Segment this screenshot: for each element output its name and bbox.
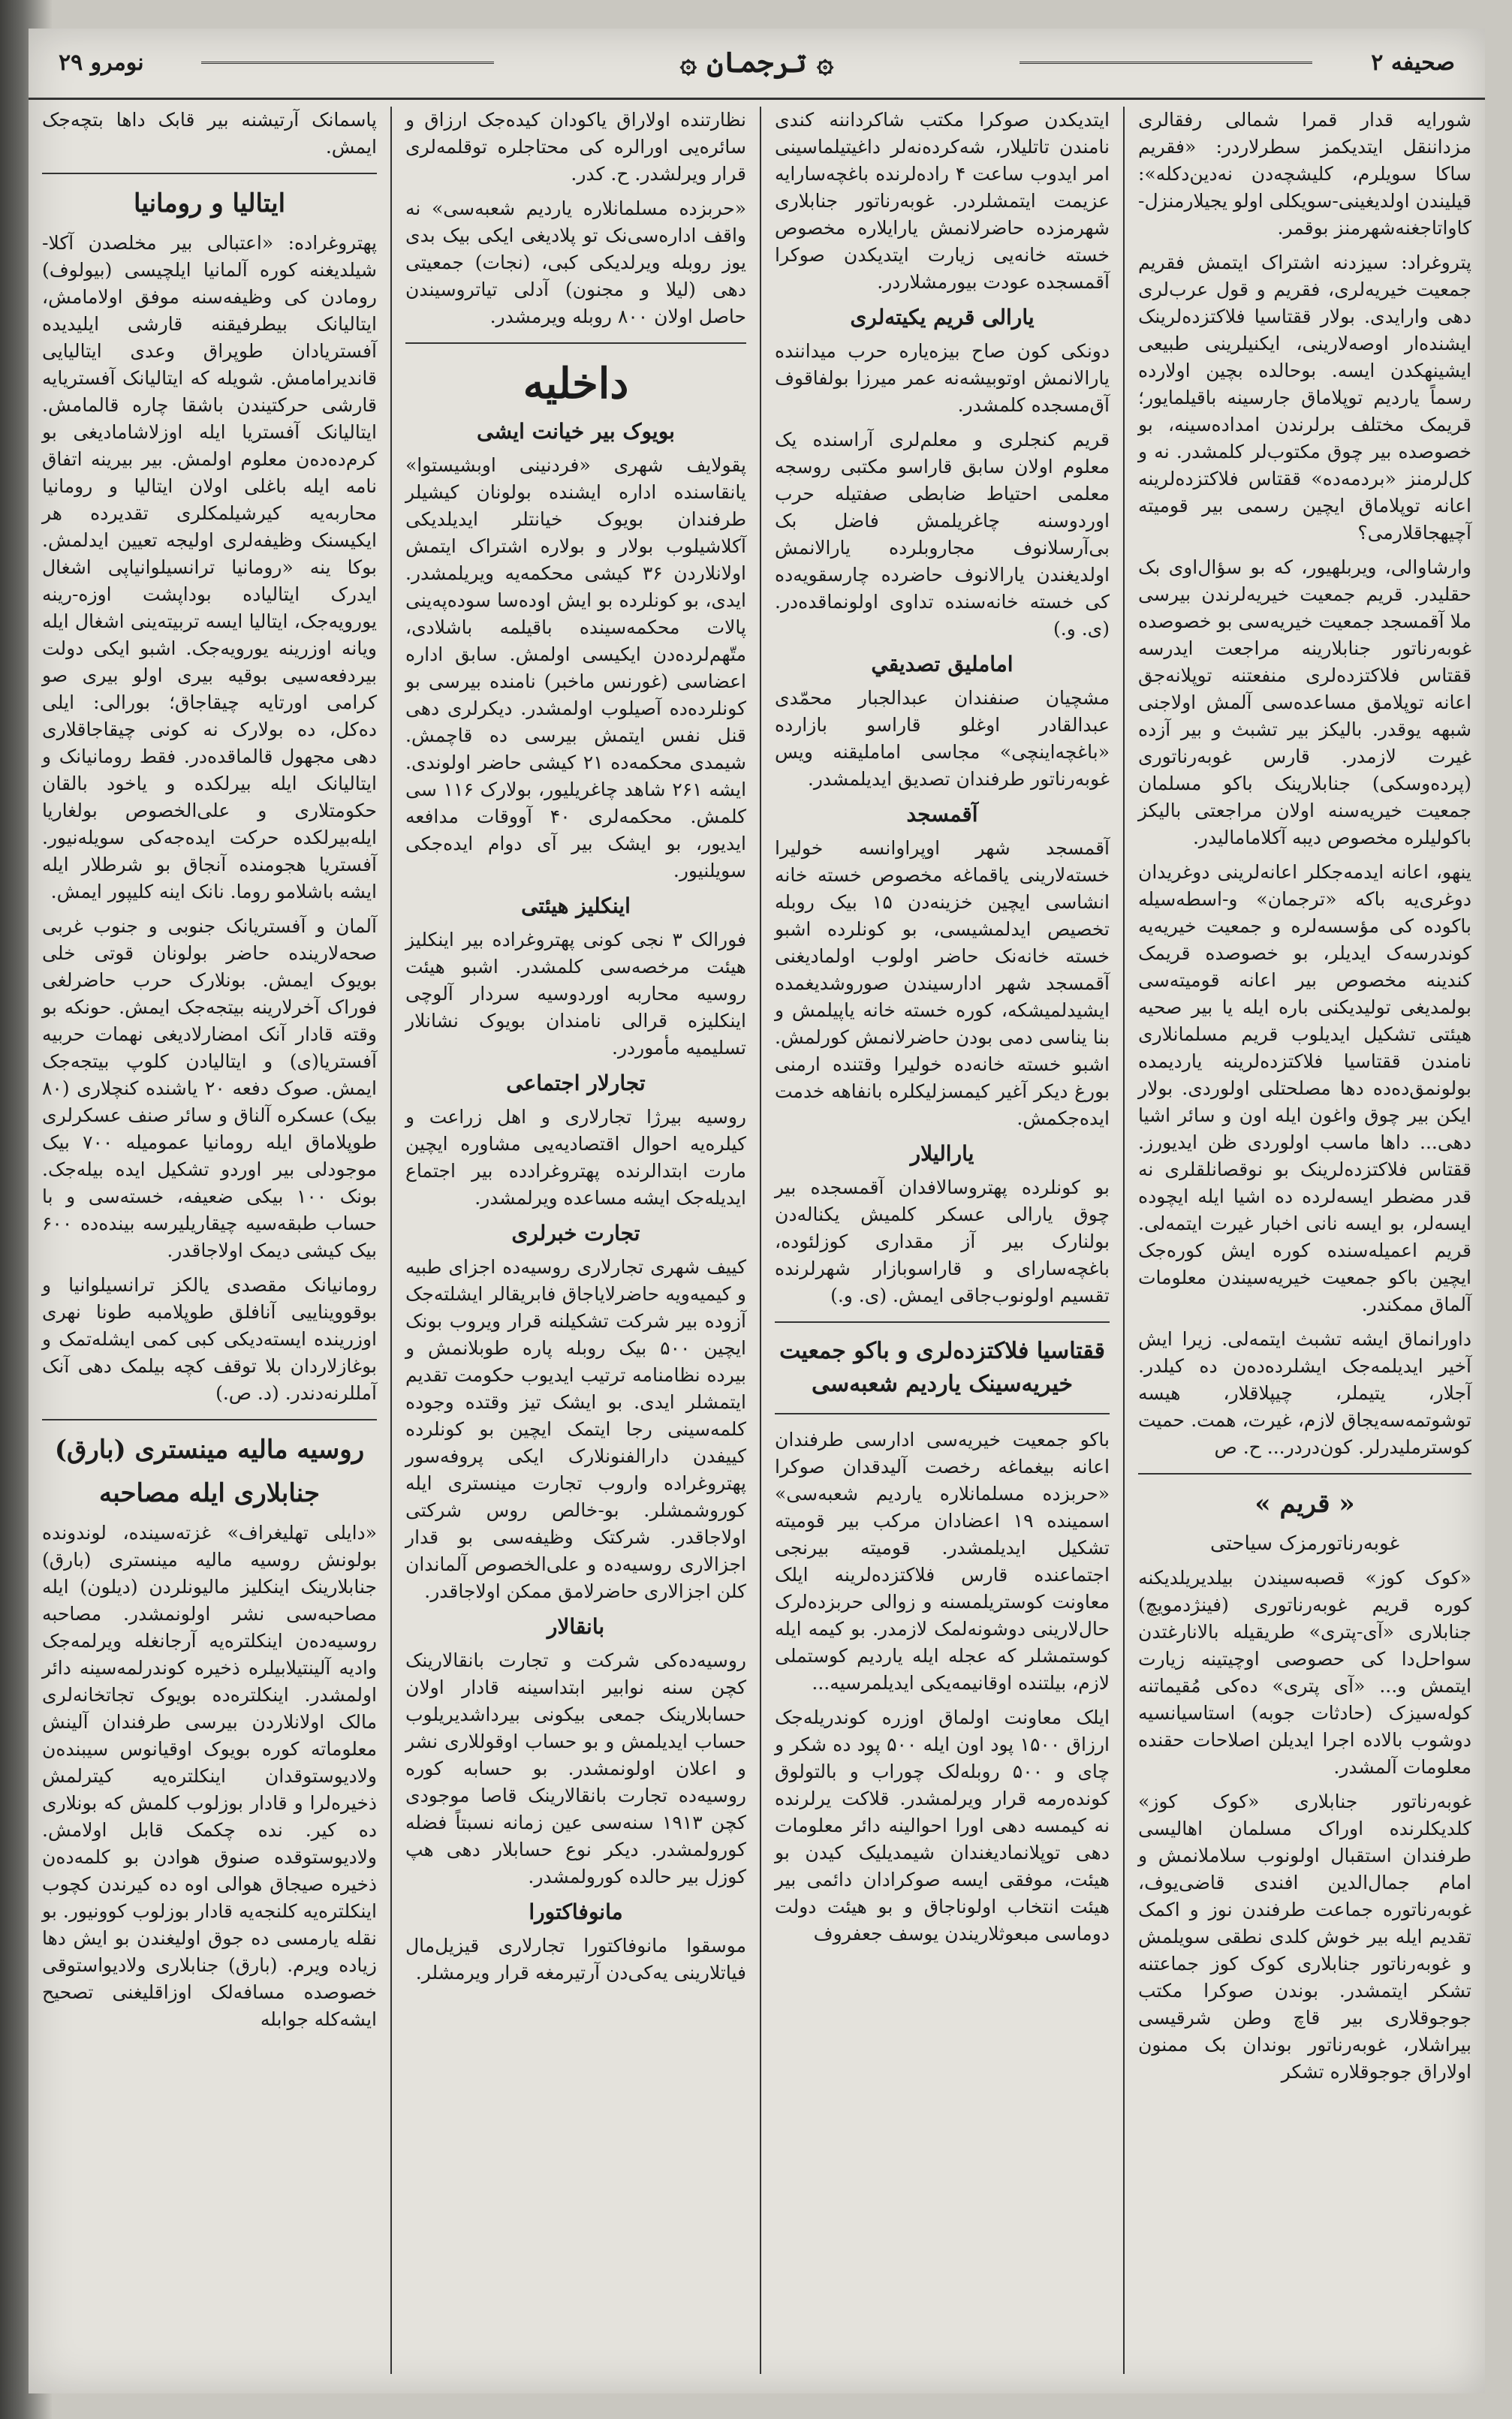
article-subheading: غوبه‌رناتورمزک سیاحتی [1209,1532,1400,1555]
article-paragraph: پتروغراد: سیزدنه اشتراک ایتمش فقریم جمعیت خیریه‌لری، فقریم و قول عرب‌لری دهی وارایدی. بولار ققتاسیا فلاکتزده‌لرینک ایشنده‌ار اوصه‌لارینی، ایکنیلرینی طبیعی ایشینهکدن ایسه. بوحالده بچین اولارده رسماً یاردیم توپلاماق جارسینه باقیلمایور؛ قریمک مختلف برلرندن امداده‌سینه، بو خصوصده بیر چوق مکتوب‌لر کلمشدر. نه و کل‌لرمنز «بردمه‌ده» ققتاس فلاکتزده‌لرینه اعانه توپلاماق ایچین رسمی بیر قومیته آچیهجاقلارمی؟ [1138,252,1471,544]
article-paragraph: «حربزده مسلمانلاره یاردیم شعبه‌سی» نه واقف اداره‌سی‌نک تو پلادیغی ایکی بیک بدی یوز روبله ویرلدیکی کبی، (نجات) جمعیتی دهی (لیلا و مجنون) آدلی تیاتروسیندن حاصل اولان ۸۰۰ روبله ویرمشدر. [405,197,746,327]
column-3 [392,107,760,2374]
column-4 [29,107,390,2374]
section-heading: « قریم » [1254,1489,1355,1519]
article-heading: مانوفاکتورا [529,1899,623,1924]
article-heading: یارالی قریم یکیته‌لری [850,305,1035,330]
page-number-label: صحیفه ۲ [1371,50,1455,76]
wide-article-heading: ققتاسیا فلاکتزده‌لری و باکو جمعیت خیریه‌سینک یاردیم شعبه‌سی [779,1338,1105,1397]
article-heading: ایتالیا و رومانیا [133,188,286,218]
article-paragraph: شورایه قدار قمرا شمالی رفقالری مزداننقل ایتدیکمز سطرلاردر: «فقریم ساکا سویلرم، کلیشچه‌دن نه‌دین‌دکله»: قیلیندن اولدیغینی-سویکلی اولو یجیلارمنزل-کاواتاجغنه‌شهرمنز بوقمر. [1138,109,1471,239]
article-heading: یارالیلار [910,1141,974,1166]
section-divider [42,1419,377,1420]
section-divider [775,1321,1110,1323]
article-heading: بانقالار [547,1614,605,1639]
section-divider [1138,1473,1471,1475]
article-paragraph: روسیه بیرژا تجارلاری و اهل زراعت و کیلره‌یه احوال اقتصادیه‌یی مشاوره ایچین مارت ابتدالرنده پهتروغراد‌ده بیر اجتماع ایدیله‌جک ایشه مساعده ویرلمشدر. [405,1106,746,1209]
article-paragraph: پاسمانک آرتیشنه بیر قابک داها بتچه‌جک ایمش. [42,109,377,158]
page-header [29,29,1485,100]
article-paragraph: ایتدیکدن صوکرا مکتب شاکرداننه کندی نامندن تاتلیلار، شه‌کرده‌نه‌لر داغیتیلماسینی امر ایدوب ساعت ۴ راده‌لرنده باغچه‌سارایه عزیمت ایتمشلردر. غوبه‌رناتور جنابلاری شهرمزده حاضرلانمش یارایلاره مخصوص خسته خانه‌یی زیارت ایتدیکدن صوکرا آقمسجده عودت بیورمشلاردر. [775,109,1110,293]
article-paragraph: ایلک معاونت اولماق اوزره کوندریله‌جک ارزاق ۱۵۰۰ پود اون ایله ۵۰۰ پود ده شکر و چای و ۵۰۰ روبله‌لک چوراب و بالتولوق کوند‌ه‌رمه قرار ویرلمشدر. قلاکت یرلرنده نه کیمسه دهی اورا احوالینه دائر معلومات دهی توپلانمادیغندان شیمدیلیک کیدن بو هیئت، موفقی ایسه صوکرادان دائمی بیر هیئت انتخاب اولوناجاق و بو هیئت دولت دوماسی مبعوثلاریندن یوسف جعفروف [775,1707,1110,1945]
article-paragraph: پقولایف شهری «فردنینی اوبشیستوا» یانقاسنده اداره ایشنده بولونان کیشیلر طرفندان بویوک خیانتلر ایدیلدیکی آکلاشیلوب بولار و بولاره اشتراک ایتمش اولانلاردن ۳۶ کیشی محکمه‌یه ویریلمشدر. ایدی، بو کونلرده بو ایش اوده‌سا سوده‌په‌ینی پالات محکمه‌سینده باقیلمه باشلادی، متّهم‌لرده‌دن ایکیسی اولمش. سابق اداره اعضاسی (غورنس ماخبر) نامنده بیرسی بو کونلرده‌ده آصیلوب اولمشدر. دیکرلری دهی قنل نفس ایتمش بیرسی ده قاچمش. شیمدی محکمه‌ده ۲۱ کیشی حاضر اولوندی. ایشه ۲۶۱ شاهد چاغریلیور، بولارک ۱۱۶ سی کلمش. محکمه‌لری ۴۰ آووقات مدافعه ایدیور، بو ایشک بیر آی دوام ایده‌جکی سویلنیور. [405,454,747,881]
article-paragraph: «دایلی تهلیغراف» غزته‌سینده، لوندونده بولونش روسیه مالیه مینستری (بارق) جنابلارینک اینکلیز مالیونلردن (دیلون) ایله مصاحبه‌سی نشر اولونمشدر. مصاحبه روسیه‌ده‌ن اینکلتره‌یه آرجانغله ویرلمه‌جک وادیه آلینتیلابیلره ذخیره کوندرلمه‌سینه دائر اولمشدر. اینکلتره‌ده بویوک تجاتخانه‌لری مالک اولانلاردن بیرسی طرفندان آلینش معلوماته کوره بویوک اوقیانوس سیبنده‌ن ولادیوستوقدان اینکلتره‌یه کیترلمش ذخیره‌لرا و قادار بوزلوب کلمش که بونلاری ده کیر. نده چکمک قابل اولامش. ولادیوستوقده صنوق هوادن بو کلمه‌ده‌ن ذخیره صیجاق هوالی اوه ده کیرندن کچوب اینکلتره‌یه کلنجه‌یه قادار بوزلوب کوونیور. بو نقله یارمسی ده جوق اولیغندن بو ایش دها زیاده ویرم. (بارق) جنابلاری ولادیواستوقی خصوصده مسافه‌لک اوزاقلیغنی تصحیح ایشه‌کله جوابله [42,1522,377,2030]
article-paragraph: آلمان و آفستریانک جنوبی و جنوب غربی صحه‌لارینده حاضر بولونان قوتی خلی بویوک ایمش. بونلارک حرب حاضرلغی فوراک آخرلارینه بیتجه‌جک ایمش. حونکه بو وقته قادار آنک امضارلادیغی نهمات حربیه آفستریا(ی) و ایتالیادن کلوپ بیتجه‌جک ایمش. صوک دفعه ۲۰ یاشنده کنچلاری (۸۰ بیک) عسکره آلناق و سائر صنف عسکرلری طوپلاماق ایله رومانیا عمومیله ۷۰۰ بیک موجودلی بیر اوردو تشکیل ایده بیله‌جک. بونک ۱۰۰ بیکی ضعیفه، خسته‌سی و با حساب طبقه‌سیه چیقاریلیرسه بینده‌ده ۶۰۰ بیک کیشی دیمک اولاجاقدر. [42,915,377,1261]
masthead-title: ۞ ترجمان ۞ [679,45,834,79]
article-paragraph: نظارتنده اولاراق یاکودان کیده‌جک ارزاق و سائره‌یی اورالره کی محتاجلره توقلمه‌لری قرار ویرلشدر. ح. کدر. [405,109,746,185]
section-divider [42,173,377,174]
article-paragraph: دونکی کون صاح بیزه‌یاره حرب میداننده یارالانمش اوتوبیشه‌نه عمر میرزا بولفاقوف آق‌مسجده کلمشدر. [775,340,1110,416]
newspaper-page [29,29,1485,2393]
column-2 [761,107,1123,2374]
article-paragraph: داورانماق ایشه تشبث ایتمه‌لی. زیرا ایش آخیر ایدیلمه‌جک ایشلرده‌ده‌ن ده کیلدر. آجلار، یتیملر، چیپلاقلار، هیسه توشوتمه‌سه‌یجاق لازم، غیرت، همت. حمیت کوسترملیدرلر. کون‌دردر... ح. ص [1138,1328,1471,1458]
article-paragraph: رومانیانک مقصدی یالکز ترانسیلوانیا و بوقوویناییی آنافلق طوپلامبه طونا نهری اوزرینده ایسته‌دیکی کبی کمی ایشله‌تمک و بوغازلاردان بلا توقف کچه بیلمک دهی آنک آمللرنه‌دندر. (د. ص.) [42,1274,377,1404]
article-heading: روسیه مالیه مینستری (بارق) [54,1435,365,1465]
column-1 [1125,107,1485,2374]
article-heading: تجارت خبرلری [511,1221,640,1246]
article-paragraph: مشچيان صنفندان عبدالجبار محمّدی عبدالقادر اوغلو قاراسو بازارده «باغچه‌اینچی» مجاسی امامليقنه ويس غوبه‌رناتور طرفندان تصديق ايديلمشدر. [775,687,1110,790]
article-paragraph: باکو جمعیت خیریه‌سی ادارسی طرفندان اعانه بیغماغه رخصت آلیدقدان صوکرا «حربزده مسلمانلاره یاردیم شعبه‌سی» اسمینده ۱۹ اعضادان مرکب بیر قومیته تشکیل ایدیلمشدر. قومیته بیرنجی اجتماعنده قارس فلاکتزده‌لرینه ایلک معاونت کوستریلمسنه و زوالی حربزده‌لرک حال‌لارینی دوشونه‌لمک لازمدر. بو کیمه ایله کوستمشلر که عجله ایله یاردیم کوستملی لازم، بیلتنده اوقانیمه‌یکی ایدیلمرسیه... [775,1429,1110,1694]
article-paragraph: آقمسجد شهر اوپراوانسه خولیرا خسته‌لارینی یاقماغه مخصوص خسته خانه انشاسی ایچین خزینه‌دن ۱۵ بیک روبله تخصیص ایدلمشیسی، بو کونلرده اشبو خسته خانه‌نک حاضر اولوب اولمادیغنی آقمسجد شهر ادارسیندن صوروشدیغمده ایشیدلمیشکه، کوره خسته خانه یاپیلمش و بنا یناسی دمی بودن حاضرلانمش کورلمش. اشبو خسته خانه‌ده خولیرا وقتنده ارمنی بورغ ديکر آغیر کیمسزلیکلره بانفاهه خدمت ایده‌جکمش. [775,837,1110,1129]
article-paragraph: فورالک ۳ نجی کونی پهتروغراده بیر اینکلیز هیئت مرخصه‌سی کلمشدر. اشبو هیئت روسیه محاربه اوردوسیه سردار آلوچی اینکلیزه قرالی نامندان بویوک نشانلار تسلیمیه مأموردر. [405,929,746,1059]
section-divider [775,1413,1110,1414]
article-heading: تجارلار اجتماعی [506,1071,646,1095]
header-rule-left [201,62,494,64]
article-heading: امامليق تصديقي [871,652,1014,676]
article-paragraph: کییف شهری تجارلاری روسیه‌ده اجزای طبیه و کیمیه‌ویه حاضرلایاجاق فابریقالر ایشلته‌جک آزوده بیر شرکت تشکیلنه قرار ویروب بونک ایچین ۵۰۰ بیک روبله پاره طوبلانمش و بیرده نظامنامه ترتیب ایدیوب حکومت تقدیم ایتمشلر ایدی. بو ایشک تیز وقتده وجوده کلمه‌سینی رجا ایتمک ایچین بو کونلرده کییفدن دارالفنونلارک ایکی پروفه‌سور پهتروغراده واروب تجارت مینستری ایله کوروشمشلر. بو-خالص روس شرکتی اولاجاقدر. شرکتک وظیفه‌سی بو قدار اجزالاری روسیه‌ده و علی‌الخصوص آلماندان کلن اجزالاری حاضرلامق ممکن اولاجاقدر. [405,1256,746,1602]
article-paragraph: قریم کنجلری و معلم‌لری آراسنده یک معلوم اولان سابق قاراسو مکتبی روسجه معلمی احتیاط ضابطی صفتیله حرب اوردوسنه چاغریلمش فاضل بک بی‌آرسلانوف مجاروبلرده یارالانمش اولدیغندن یارالانوف حاضرده چارسقویه‌ده کی خسته خانه‌سنده تداوی اولونماقده‌در. (ی. و.) [775,429,1110,640]
article-paragraph: «کوک کوز» قصبه‌سیندن بیلدیریلدیکنه کوره قریم غوبه‌رناتوری (فینژدمویچ) جنابلاری «آی-پتری» طریقیله بالانارغتدن سواحل‌دا کی حصوصی اوچیتینه زیارت ایتمش و... «آی پتری» ده‌کی مُقیماتنه کوله‌سیزک (حادثات جوبه) استاسیانسیه دوشوب بالاده اجرا ایدیلن اصلاحات حقنده معلومات آلمشدر. [1138,1567,1471,1778]
section-title: داخلیه [523,359,629,408]
article-paragraph: موسقوا مانوفاکتورا تجارلاری قیزیل‌مال فیاتلارینی یه‌کی‌دن آرتیرمغه قرار ویرمشلر. [405,1935,746,1984]
issue-number-label: نومرو ۲۹ [59,50,144,76]
article-paragraph: پهتروغراده: «اعتبالی بیر مخلصدن آکلا-شیلدیغنه کوره آلمانیا ایلچیسی (بیولوف) رومادن کی وظیفه‌سنه موفق اولامامش، ایتالیانک بیطرفیقنه قارشی ایلیدیده آفستریادان طوپراق وعدی ایتالیایی قاندیرامامش. شویله که ایتالیانک آفستریایه قارشی حرکتیندن باشقا چاره قالمامش. ایتالیانک آفستریا ایله اوزلاشامادیغی بو کرم‌ده‌ده‌ن معلوم اولمش. بیر بیرینه اتفاق نامه ایله باغلی اولان ایتالیا و رومانیا محاربه‌یه کیرشیلمکلری تقدیرده هر ایکیسنک وظیفه‌لری اولیجه تعیین ایدلمش. بوکا ینه «رومانیا ترانسیلوانیاپی اشغال ایدرک ایتالیاده بوداپشت اوزه-رینه یورویه‌جک، ایتالیا ایسه تربیته‌ینی اشغال ایله ویانه اوزرینه یورویه‌جک. اشبو ایکی دولت بیردفعه‌سیی بوقیه بیری اولو بیری صو کرامی اورتایه چیقاجاق؛ بورالی: ایلی ده‌کل، ده‌ بولارک نه کونی چیقاجاقلاری دهی مجهول قالماقده‌در. فقط رومانیانک و ایتالیانک ایله بیرلکده و یاخود بالقان حکومتلاری و علی‌الخصوص بولغاریا ایله‌بیرلکده حرکت ایده‌جه‌کی سویله‌نیور. آفستریا هجومنده آنجاق بو شرطلار ایله ایشه باشلامو روما. نانک اینه کلیپور ایمش. [42,232,377,902]
article-heading: بویوک بیر خیانت ایشی [477,419,675,444]
article-paragraph: بو کونلرده پهتروسالافدان آقمسجده بیر چوق یارالی عسکر کلمیش یکناله‌دن بولنارک بیر آز مقداری کوزلئوده، باغچه‌سارای و قاراسوبازار شهرلرنده تقسیم اولونوب‌جاقی ایمش. (ی. و.) [775,1176,1110,1306]
article-heading-line2: جنابلاری ایله مصاحبه [98,1478,321,1508]
article-heading: اینکلیز هیئتی [521,893,631,918]
article-paragraph: غوبه‌رناتور جنابلاری «کوک کوز» کلدیکلرنده اوراک مسلمان اهالیسی طرفندان استقبال اولونوب سلاملانمش و امام جمال‌الدین افندی قاضی‌یوف، غوبه‌رناتوره جماعت طرفندن نوز و اکمک تقدیم ایله بیر خوش کلدی نطقی سویلمش و غوبه‌رناتور جنابلاری کوک کوز جماعتنه تشکر ایتمشدر. بوندن صوکرا مکتب جوجوقلاری بیر قاچ وطن شرقیسی بیراشلار، غوبه‌رناتور بوندان بک ممنون اولاراق جوجوقلاره تشکر [1138,1791,1471,2083]
article-paragraph: روسیه‌ده‌کی شرکت و تجارت بانقالارینک کچن سنه نوابیر ابتداسینه قادار اولان حسابلارینک جمعی بیکونی بیرداشدیریلوب حساب ایدیلمش و بو حساب اوقوللاری نشر و اعلان اولونمشدر. بو حسابه کوره روسیه‌ده تجارت بانقالارینک قاصا موجودی کچن ۱۹۱۳ سنه‌سی عین زمانه نسبتاً فضله کورولمشدر. دیکر نوع حسابلار دهی هپ کوزل بیر حالده کورولمشدر. [405,1649,746,1887]
article-paragraph: ینهو، اعانه ایدمه‌جکلر اعانه‌لرینی دوغریدان دوغری‌یه باکه «ترجمان» و-اسطه‌سیله باکوده کی مؤسسه‌لره و جمعیت خیریه‌یه کوندرسه‌ک ایدیلر، بو خصوصده قریمک کندینه مخصوص بیر اعانه قومیته‌سی بولمدیغی تولیدیکنی باره ایله یا بیر صحیه هیئتی تشکیل ایدیلوب قریم مسلمانلاری نامندن ققتاسیا فلاکتزده‌لرینه یاردیمده بولونمق‌ده‌ده دها مصلحتلی اولوردی. بولار ایکن بیر چوق واغون ایله اون و سائر اشیا دهی... داها ماسب اولوردی ظن ایدیورز. ققتاس فلاکتزده‌لرینک بو نوقصانلقلری نه قدر مضطر ایسه‌لرده ده اشیا ایله ایچوده ایسه‌لر، بو ایسه نانی اخبار غیرت ایتمه‌لی. قریم اعمیله‌سنده کوره ایش کوره‌جک ایچین باکو جمعیت خیریه‌سیندن معلومات آلماق ممکندر. [1138,861,1471,1315]
article-heading: آقمسجد [906,802,978,827]
section-divider [405,342,746,344]
article-paragraph: وارشاوالی، ویربلهیور، که بو سؤال‌اوی بک حقلیدر. قریم جمعیت خیریه‌لرندن بیرسی ملا آقمسجد جمعیت خیریه‌سی بو خصوصده غوبه‌رناتور جنابلارینه مراجعت ایدرسه ققتاس فلاکتزده‌لری منفعتنه توپلانه‌جق اعانه توپلامق مساعده‌سی آلمش اولاجنی شبهه یوقدر. بالیکز بیر تشبث و بیر آزده غیرت لازمدر. قارس غوبه‌رناتوری (پرده‌وسکی) جنابلارینک باکو مسلمان جمعیت خیریه‌سنه اولان مراجعتی بالیکز باکولیلره مخصوص دیبه آکلامامالیدر. [1138,556,1471,848]
